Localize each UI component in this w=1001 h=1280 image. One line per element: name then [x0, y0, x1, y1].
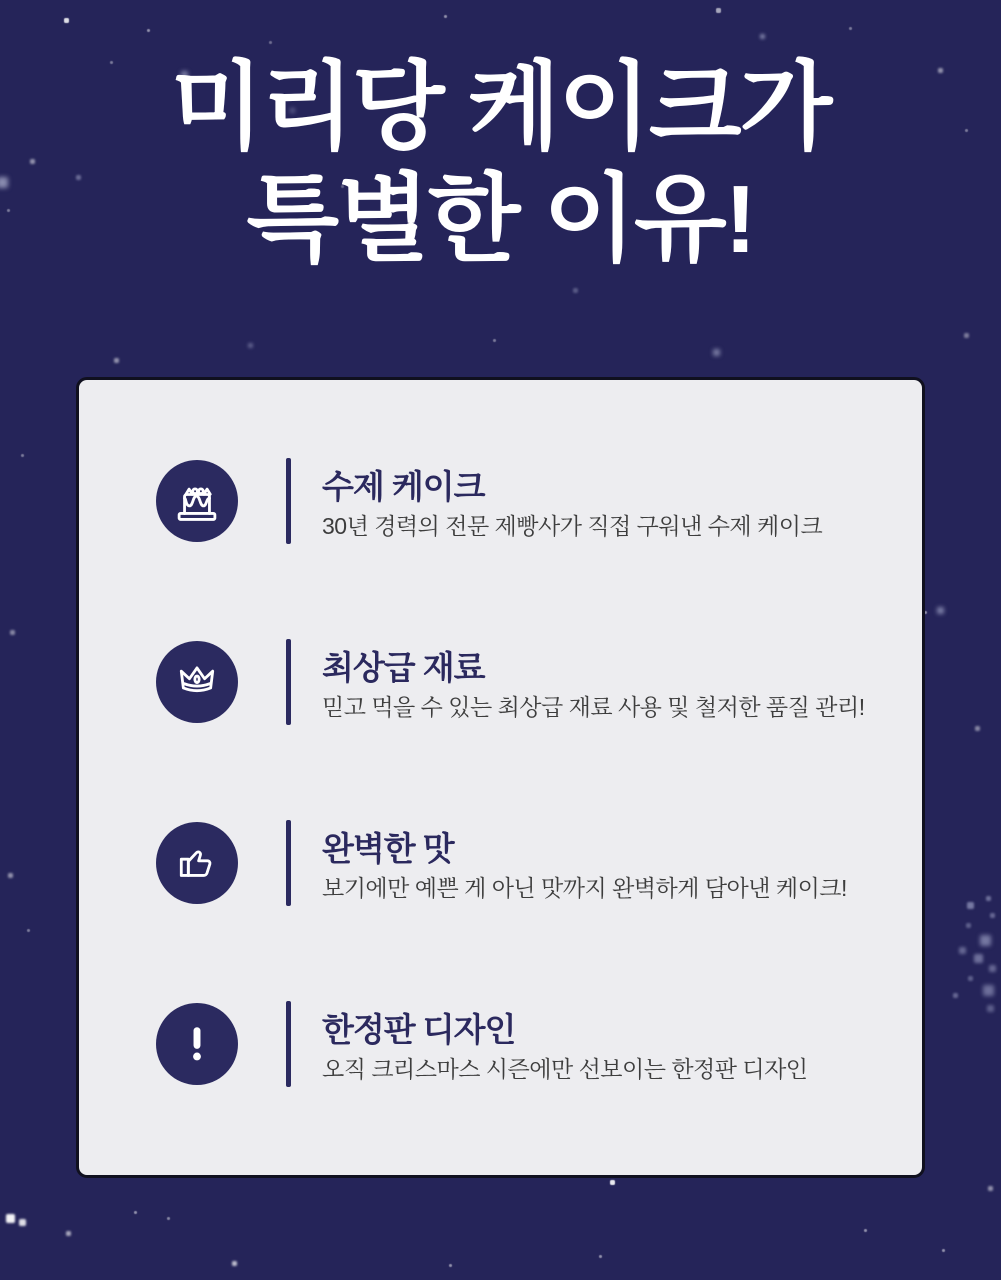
feature-title: 완벽한 맛	[322, 830, 454, 867]
divider	[286, 639, 291, 725]
feature-description: 믿고 먹을 수 있는 최상급 재료 사용 및 철저한 품질 관리!	[322, 694, 865, 720]
feature-description: 보기에만 예쁜 게 아닌 맛까지 완벽하게 담아낸 케이크!	[322, 875, 847, 901]
feature-item-handmade-cake	[156, 460, 882, 542]
feature-item-perfect-taste	[156, 822, 882, 904]
thumbs-up-icon	[156, 822, 238, 904]
feature-title: 최상급 재료	[322, 649, 485, 686]
feature-item-top-ingredients	[156, 641, 882, 723]
feature-title: 수제 케이크	[322, 468, 485, 505]
page-title-line1: 미리당 케이크가	[170, 54, 831, 161]
exclamation-icon	[156, 1003, 238, 1085]
feature-description: 30년 경력의 전문 제빵사가 직접 구워낸 수제 케이크	[322, 513, 823, 539]
divider	[286, 1001, 291, 1087]
feature-description: 오직 크리스마스 시즌에만 선보이는 한정판 디자인	[322, 1056, 808, 1082]
cake-icon	[156, 460, 238, 542]
features-card	[76, 377, 925, 1178]
crown-icon	[156, 641, 238, 723]
divider	[286, 458, 291, 544]
feature-title: 한정판 디자인	[322, 1011, 516, 1048]
page-title	[0, 52, 1001, 277]
feature-item-limited-design	[156, 1003, 882, 1085]
snow-dots	[0, 0, 1, 1]
divider	[286, 820, 291, 906]
page-title-line2: 특별한 이유!	[246, 166, 755, 274]
